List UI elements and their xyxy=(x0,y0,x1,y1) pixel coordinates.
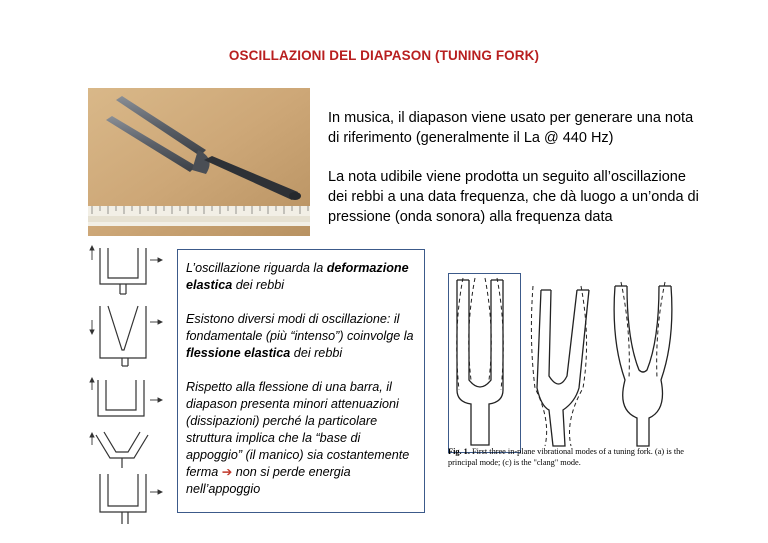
arrow-right-icon: ➔ xyxy=(221,465,233,479)
explain-p3-tail: non si perde energia nell’appoggio xyxy=(186,465,351,496)
explain-p2-text: Esistono diversi modi di oscillazione: il fondamentale (più “intenso”) coinvolge la xyxy=(186,312,414,343)
intro-paragraph-1: In musica, il diapason viene usato per generare una nota di riferimento (generalmente il La @ 440 Hz) xyxy=(328,110,694,146)
explain-p2-tail: dei rebbi xyxy=(290,346,343,360)
explain-paragraph-3 xyxy=(186,379,416,498)
figure-caption-text: First three in-plane vibrational modes of a tuning fork. (a) is the principal mode; (c) is the "clang" mode. xyxy=(448,447,684,467)
explain-p3-text: Rispetto alla flessione di una barra, il diapason presenta minori attenuazioni (dissipazioni) perché la particolare struttura implica che la “base di appoggio” (il manico) sia costantemente ferma xyxy=(186,380,410,479)
explain-paragraph-1 xyxy=(186,260,416,294)
tuning-fork-photo xyxy=(88,88,310,236)
principal-mode-highlight xyxy=(448,273,521,453)
explanation-box xyxy=(177,249,425,513)
intro-paragraph-2: La nota udibile viene prodotta un seguito all’oscillazione dei rebbi a una data frequenza, che dà luogo a un’onda di pressione (onda sonora) alla frequenza data xyxy=(328,169,699,225)
figure-caption xyxy=(448,446,688,468)
page-title: OSCILLAZIONI DEL DIAPASON (TUNING FORK) xyxy=(228,48,540,63)
explain-p1-bold: deformazione elastica xyxy=(186,261,409,292)
oscillation-modes-sketch xyxy=(86,240,166,530)
figure-caption-label: Fig. 1. xyxy=(448,447,470,456)
explain-p1-text: L’oscillazione riguarda la xyxy=(186,261,327,275)
explain-p1-tail: dei rebbi xyxy=(232,278,285,292)
intro-text xyxy=(328,108,708,246)
explain-paragraph-2 xyxy=(186,311,416,362)
explain-p2-bold: flessione elastica xyxy=(186,346,291,360)
